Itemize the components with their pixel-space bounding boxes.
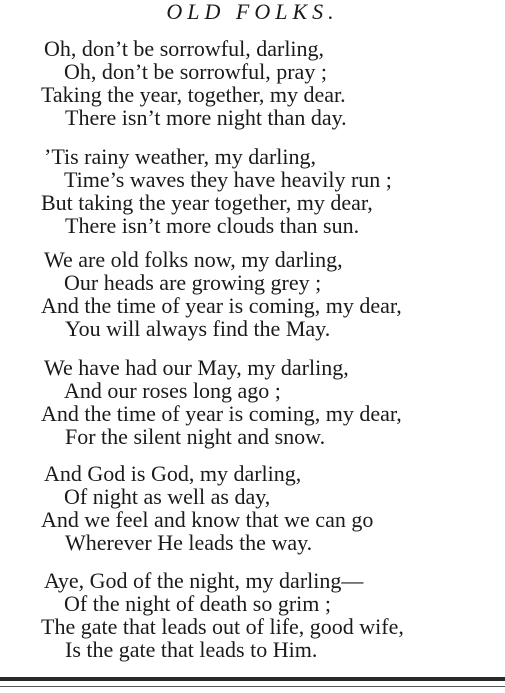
poem-line: There isn’t more night than day. — [65, 105, 347, 130]
poem-line: And we feel and know that we can go — [41, 507, 374, 532]
poem-line: We are old folks now, my darling, — [44, 247, 343, 272]
poem-line: Time’s waves they have heavily run ; — [64, 167, 392, 192]
poem-line: Of night as well as day, — [64, 484, 271, 509]
poem-line: And the time of year is coming, my dear, — [41, 401, 402, 426]
closing-rule-thick — [0, 677, 505, 681]
poem-line: For the silent night and snow. — [65, 424, 326, 449]
poem-line: Oh, don’t be sorrowful, pray ; — [64, 59, 327, 84]
poem-title: OLD FOLKS. — [166, 0, 339, 24]
poem-line: And our roses long ago ; — [64, 378, 281, 403]
poem-line: You will always find the May. — [65, 316, 331, 341]
poem-line: Aye, God of the night, my darling— — [44, 568, 364, 593]
poem-line: ’Tis rainy weather, my darling, — [44, 144, 317, 169]
poem-line: The gate that leads out of life, good wife, — [41, 614, 404, 639]
poem-line: And God is God, my darling, — [44, 461, 302, 486]
poem-line: There isn’t more clouds than sun. — [65, 213, 360, 238]
poem-line: Of the night of death so grim ; — [64, 591, 332, 616]
poem-line: Wherever He leads the way. — [65, 530, 313, 555]
poem-line: And the time of year is coming, my dear, — [41, 293, 402, 318]
poem-line: Taking the year, together, my dear. — [41, 82, 346, 107]
poem-line: Our heads are growing grey ; — [64, 270, 322, 295]
poem-line: Is the gate that leads to Him. — [65, 637, 318, 662]
closing-rule-thin — [0, 686, 505, 687]
poem-line: We have had our May, my darling, — [44, 355, 349, 380]
poem-line: Oh, don’t be sorrowful, darling, — [44, 36, 325, 61]
poem-line: But taking the year together, my dear, — [41, 190, 373, 215]
